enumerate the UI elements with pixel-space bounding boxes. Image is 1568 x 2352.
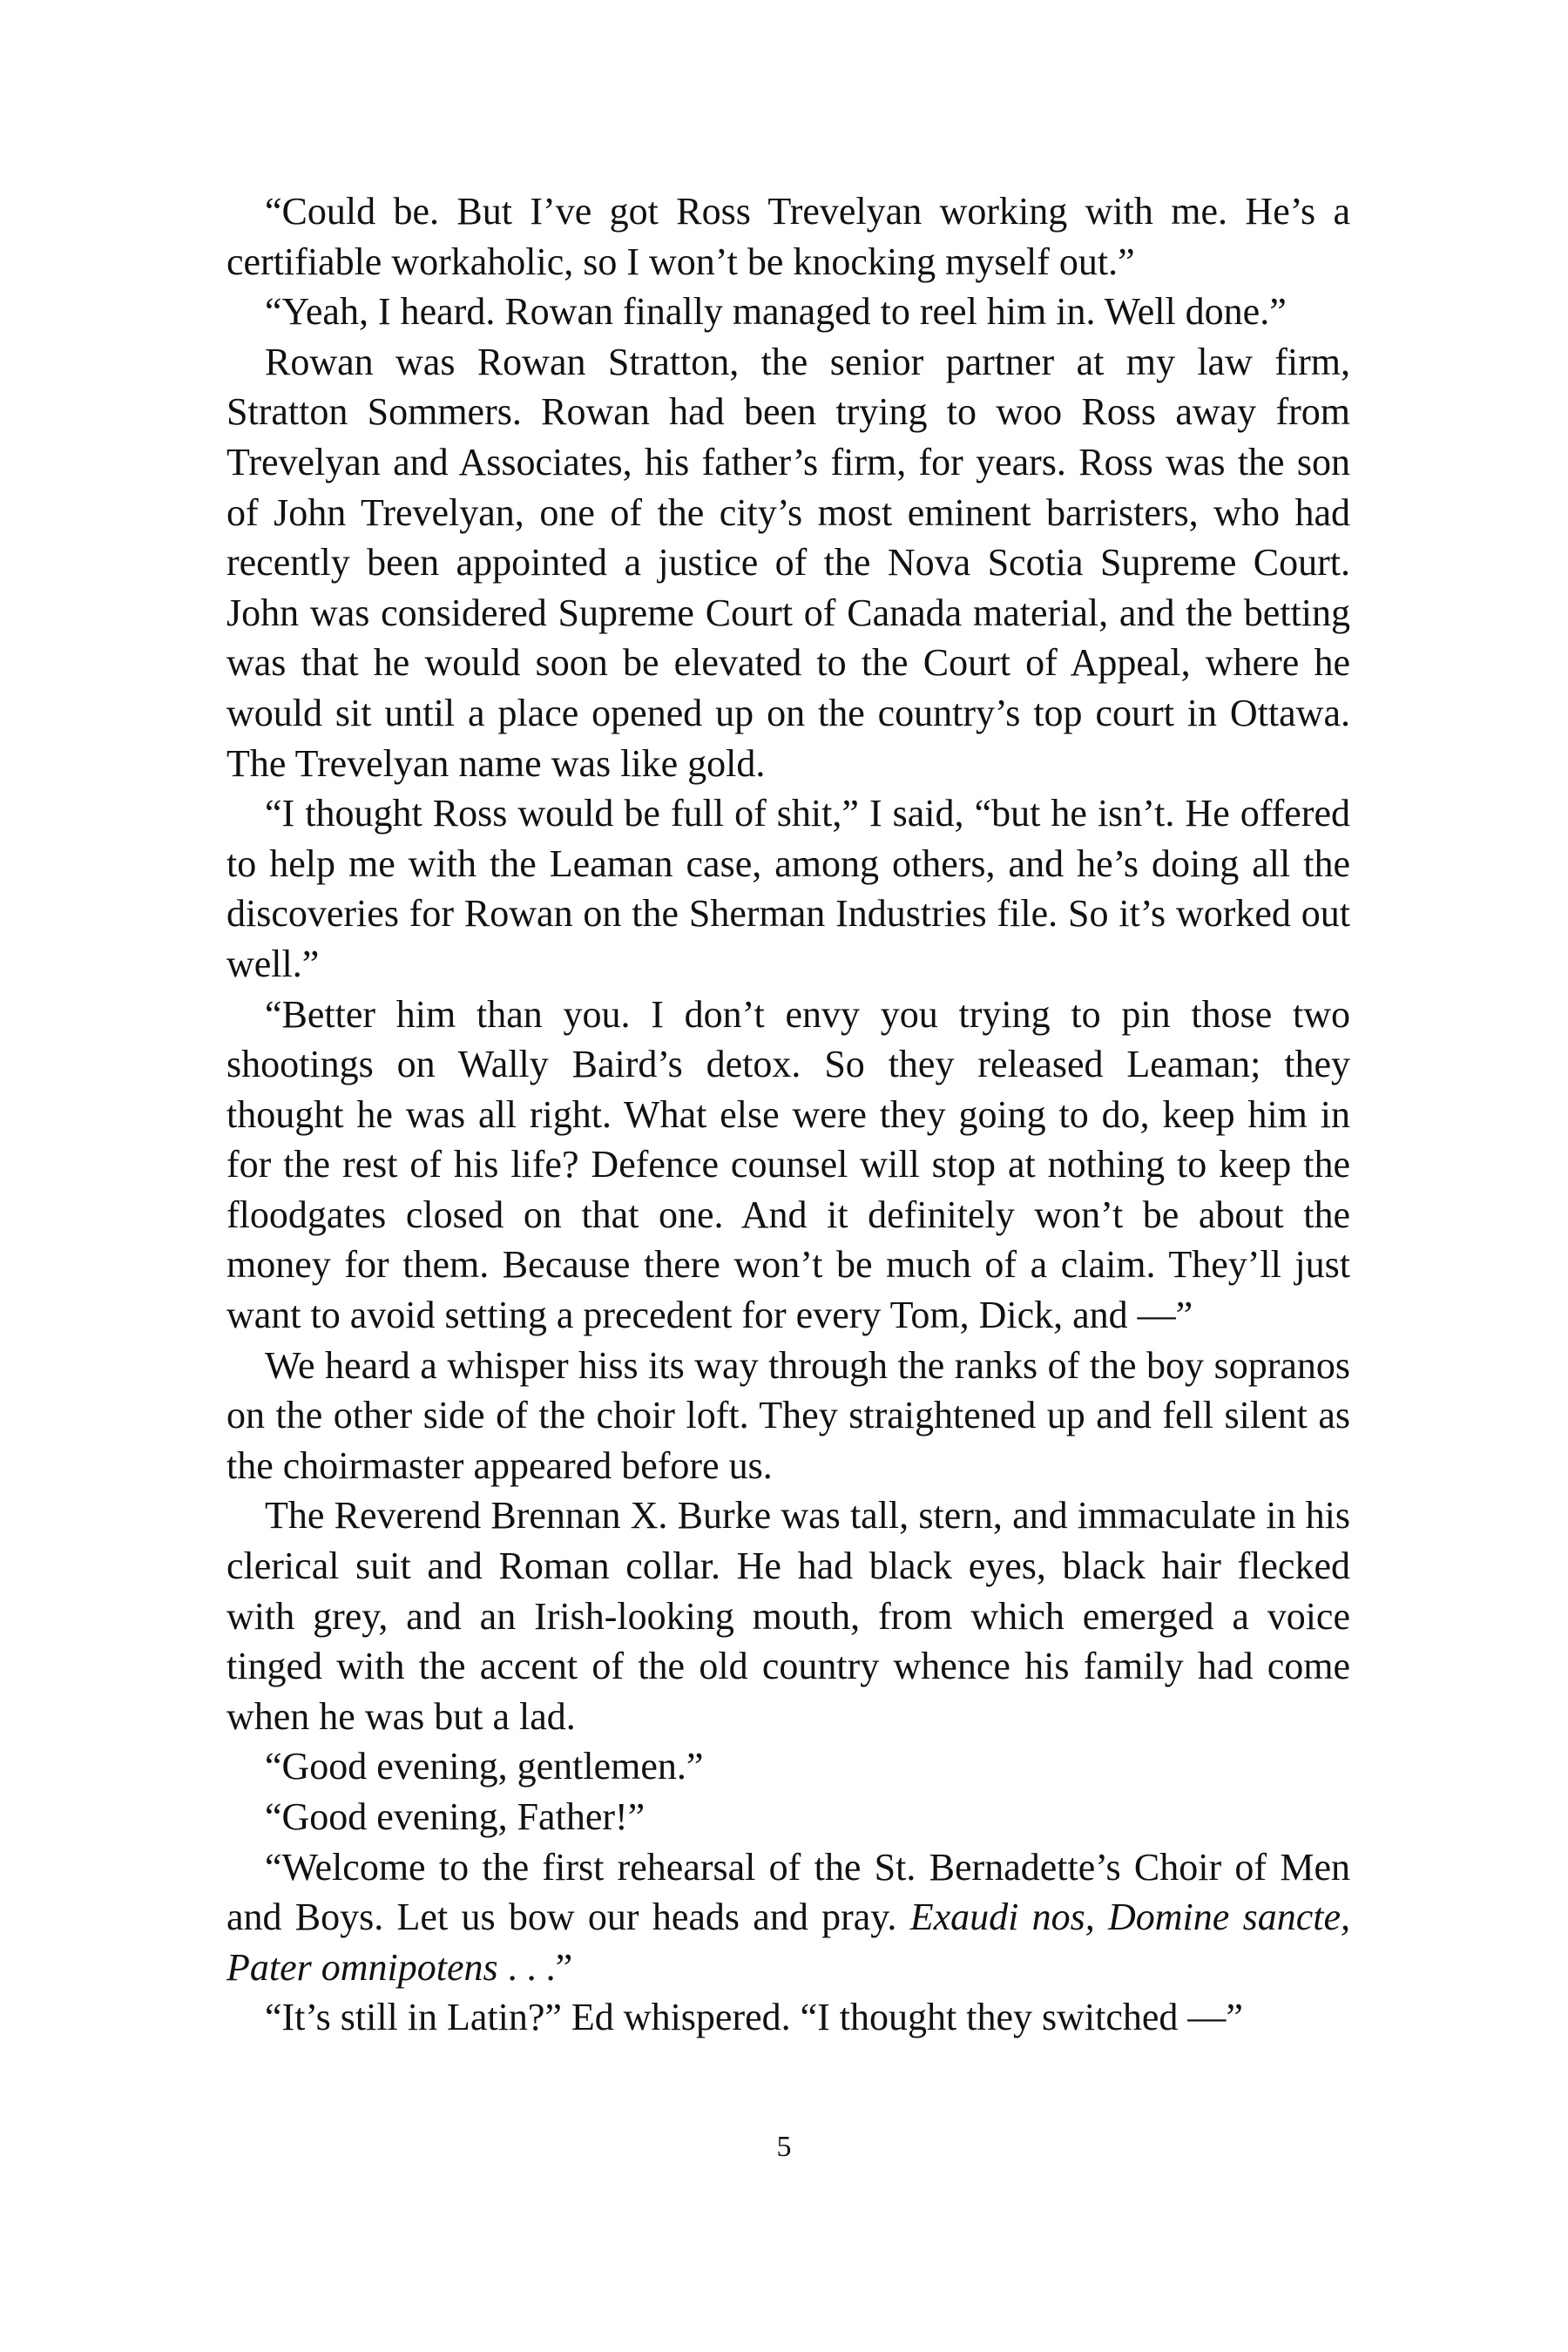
paragraph-10-latin-prayer: Exaudi nos, Domine sancte, Pater omnipotens	[226, 1896, 1350, 1989]
paragraph-5-text: “Better him than you. I don’t envy you trying to pin those two shootings on Wally Baird’s detox. So they released Leaman; they thought he was all right. What else were they going to do, keep him in for the rest of his life? Defence counsel will stop at nothing to keep the floodgates closed on that one. And it definitely won’t be about the money for them. Because there won’t be much of a claim. They’ll just want to avoid setting a precedent for every Tom, Dick, and —”	[226, 992, 1350, 1337]
paragraph-1	[226, 186, 1350, 287]
paragraph-3	[226, 337, 1350, 788]
paragraph-1-text: “Could be. But I’ve got Ross Trevelyan working with me. He’s a certifiable workaholic, so I won’t be knocking myself out.”	[226, 190, 1350, 283]
paragraph-9	[226, 1792, 1350, 1842]
paragraph-2	[226, 287, 1350, 337]
paragraph-7	[226, 1490, 1350, 1741]
paragraph-3-text: Rowan was Rowan Stratton, the senior partner at my law firm, Stratton Sommers. Rowan had been trying to woo Ross away from Trevelyan and Associates, his father’s firm, for years. Ross was the son of John Trevelyan, one of the city’s most eminent barristers, who had recently been appointed a justice of the Nova Scotia Supreme Court. John was considered Supreme Court of Canada material, and the betting was that he would soon be elevated to the Court of Appeal, where he would sit until a place opened up on the country’s top court in Ottawa. The Trevelyan name was like gold.	[226, 340, 1350, 785]
paragraph-8-text: “Good evening, gentlemen.”	[265, 1745, 704, 1788]
paragraph-9-text: “Good evening, Father!”	[265, 1795, 645, 1838]
paragraph-6	[226, 1341, 1350, 1491]
paragraph-10-text-a: “Welcome to the first rehearsal of the St. Bernadette’s Choir of Men and Boys. Let us bow our heads and pray.	[226, 1845, 1350, 1939]
paragraph-7-text: The Reverend Brennan X. Burke was tall, stern, and immaculate in his clerical suit and Roman collar. He had black eyes, black hair flecked with grey, and an Irish-looking mouth, from which emerged a voice tinged with the accent of the old country whence his family had come when he was but a lad.	[226, 1494, 1350, 1738]
paragraph-10-text-b: . . .”	[497, 1945, 573, 1989]
paragraph-4	[226, 788, 1350, 989]
paragraph-5	[226, 990, 1350, 1341]
page-number: 5	[776, 2131, 792, 2163]
paragraph-2-text: “Yeah, I heard. Rowan finally managed to reel him in. Well done.”	[265, 290, 1287, 334]
paragraph-10	[226, 1842, 1350, 1993]
paragraph-6-text: We heard a whisper hiss its way through the ranks of the boy sopranos on the other side of the choir loft. They straightened up and fell silent as the choirmaster appeared before us.	[226, 1343, 1350, 1487]
paragraph-8	[226, 1741, 1350, 1792]
paragraph-11-text: “It’s still in Latin?” Ed whispered. “I thought they switched —”	[265, 1996, 1243, 2039]
book-page	[226, 186, 1350, 2190]
paragraph-11	[226, 1992, 1350, 2043]
paragraph-4-text: “I thought Ross would be full of shit,” I said, “but he isn’t. He offered to help me with the Leaman case, among others, and he’s doing all the discoveries for Rowan on the Sherman Industries file. So it’s worked out well.”	[226, 792, 1350, 985]
